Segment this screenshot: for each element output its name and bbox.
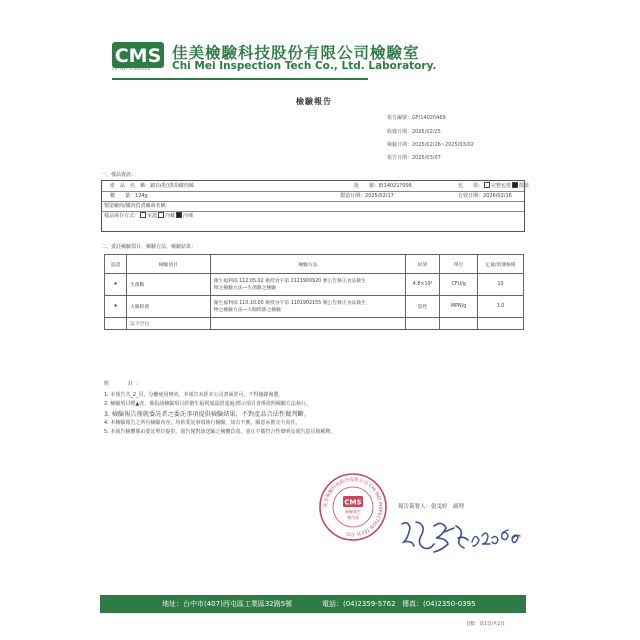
- test-limit: 10: [478, 274, 524, 296]
- test-item: 生菌數: [126, 274, 210, 296]
- storage-option-room: 室溫: [147, 213, 158, 219]
- svg-text:專用章: 專用章: [347, 515, 359, 520]
- cert-mark: ★: [105, 274, 127, 296]
- table-row-end: [105, 318, 524, 330]
- batch-value: EI14021?006: [379, 183, 412, 189]
- results-title: 二、委託檢驗項目、檢驗方法、檢驗結果：: [101, 244, 197, 250]
- note-line: 2. 檢驗項目標▲者，係指該檢驗項目經衛生福利部認證通過;標示項目者係依照檢驗方法執行。: [104, 401, 311, 408]
- package-label: 包 裝：: [458, 183, 484, 189]
- results-header-row: [105, 255, 524, 274]
- notes-heading: 附 註：: [104, 381, 145, 387]
- product-name-value: 錦衣(粉)黑胡椒肉絲: [150, 183, 194, 189]
- storage-checkbox-chilled: [158, 212, 164, 218]
- test-result: 4.8×10⁴: [406, 274, 440, 296]
- results-table: [104, 254, 524, 330]
- logo-subtitle: CHI MEI STANDARD: [112, 67, 151, 71]
- note-line: 4. 本檢驗報告之所有檢驗內容，均依委託事項執行檢驗，如有不實，願意承擔完全責任。: [104, 419, 301, 426]
- sample-info-title: 一、樣品資訊：: [101, 172, 137, 178]
- package-checkbox-complete: [484, 182, 490, 188]
- test-unit: CFU/g: [440, 274, 478, 296]
- handwritten-signature: [398, 516, 530, 556]
- test-item: 大腸桿菌: [126, 296, 210, 318]
- footer-fax: 傳真：(04)2350-0395: [402, 600, 476, 608]
- footer-phone: 電話：(04)2359-5762: [322, 600, 396, 608]
- maker-label: 製造廠商/國內負責廠商名稱：: [104, 203, 171, 209]
- header-unit: 單位: [440, 255, 478, 274]
- note-line: 1. 本報告共_2_頁，分離使用無效。本報告未經本公司書面許可，不得摘錄複製。: [104, 392, 284, 398]
- storage-checkbox-room: [140, 212, 146, 218]
- test-limit: 3.0: [478, 296, 524, 318]
- test-method: 衛生福利部 112.05.02 衛授食字第 1121900920 號公告修正食品微生 物之檢驗方法—生菌數之檢驗: [210, 274, 405, 296]
- issue-date: 報告日期：2025/03/07: [387, 155, 441, 161]
- svg-text:檢驗報告: 檢驗報告: [345, 509, 361, 514]
- page-number: 頁數：第1頁/共2頁: [466, 622, 505, 627]
- test-result: 陰性: [406, 296, 440, 318]
- company-name-en: Chi Mei Inspection Tech Co., Ltd. Laboratory.: [172, 60, 437, 72]
- report-number: 報告編號：GFI14020469: [387, 115, 446, 121]
- header-limit: 定量/偵測極限: [478, 255, 524, 274]
- package-option-bulk: 散裝: [519, 183, 530, 189]
- note-line: 3. 檢驗報告僅就委託者之委託事項提供檢驗結果，不對產品合法性做判斷。: [104, 410, 310, 418]
- header-cert: 認證: [105, 255, 127, 274]
- quantity-value: 124g: [135, 193, 148, 199]
- svg-text:CMS: CMS: [114, 45, 162, 67]
- header-item: 檢驗項目: [126, 255, 210, 274]
- svg-text:佳美檢驗科技股份有限公司 CHI MEI INSPECTIO: 佳美檢驗科技股份有限公司 CHI MEI INSPECTION TECH. CO.: [323, 477, 383, 537]
- exp-date-value: 2026/02/16: [483, 193, 512, 199]
- cert-mark: ★: [105, 296, 127, 318]
- note-line: 5. 本報告檢體係由委託單位提供，報告僅對該送驗之檢體負責，並且不做符合性聲明及報告意見與解釋。: [104, 429, 336, 436]
- mfg-date-value: 2025/02/17: [365, 193, 394, 199]
- storage-option-frozen: 冷凍: [183, 213, 194, 219]
- test-unit: MPN/g: [440, 296, 478, 318]
- sample-info-box: [101, 180, 530, 232]
- header-result: 結果: [406, 255, 440, 274]
- storage-checkbox-frozen: [176, 212, 182, 218]
- product-name-label: 產 品 名 稱：: [110, 183, 151, 189]
- test-method: 衛生福利部 110.10.00 衛授食字第 1101902155 號公告修正食品微生 物之檢驗方法—大腸桿菌之檢驗: [210, 296, 405, 318]
- test-period: 檢驗日期：2025/02/26~2025/03/02: [387, 142, 474, 148]
- table-row: [105, 296, 524, 318]
- table-row: [105, 274, 524, 296]
- info-row-storage: [102, 211, 524, 221]
- end-marker: 以下空白: [126, 318, 210, 330]
- mfg-date-label: 製造日期：: [340, 193, 366, 199]
- header-method: 檢驗方法: [210, 255, 405, 274]
- footer-address: 地址：台中市(407)西屯區工業區32路5號: [162, 600, 293, 608]
- received-date: 收樣日期：2025/02/25: [387, 129, 441, 135]
- document-title: 檢驗報告: [296, 97, 332, 106]
- svg-text:CMS: CMS: [344, 498, 362, 507]
- header-divider: [112, 78, 368, 80]
- company-name-zh: 佳美檢驗科技股份有限公司檢驗室: [172, 44, 420, 62]
- quantity-label: 數 量：: [110, 193, 136, 199]
- notes-section: [104, 380, 335, 437]
- report-signer: 報告簽署人：張雯婷 副理: [398, 504, 465, 510]
- company-seal: [318, 472, 388, 542]
- storage-option-chilled: 冷藏: [165, 213, 176, 219]
- exp-date-label: 有效日期：: [458, 193, 484, 199]
- storage-label: 樣品保存方式：: [104, 213, 140, 219]
- package-checkbox-bulk: [512, 182, 518, 188]
- package-option-complete: 完整包裝: [491, 183, 512, 189]
- batch-label: 批 號：: [354, 183, 380, 189]
